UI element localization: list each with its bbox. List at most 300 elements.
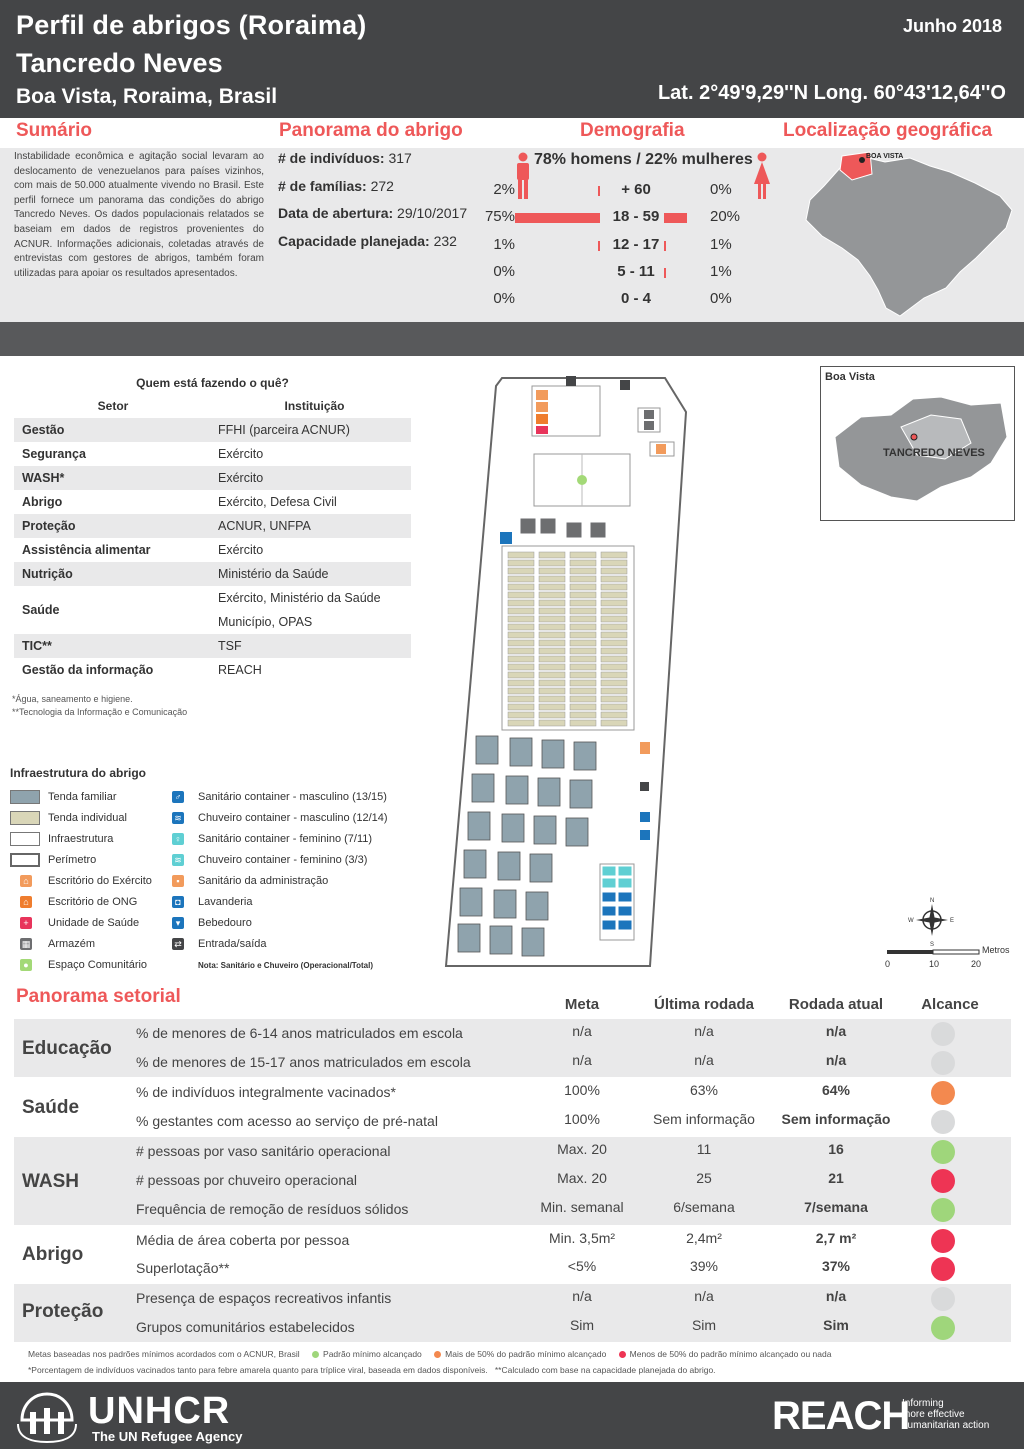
individual-tent [508, 664, 534, 670]
legend-item [172, 872, 388, 893]
individual-tent [508, 560, 534, 566]
sector-cell: Gestão da informação [22, 663, 154, 677]
individual-tent [601, 712, 627, 718]
who-table [14, 372, 411, 682]
individual-tent [570, 584, 596, 590]
unhcr-logo-icon [14, 1388, 80, 1444]
demo-row [470, 263, 770, 285]
individual-tent [539, 696, 565, 702]
status-dot [931, 1229, 955, 1253]
indicator-row [14, 1195, 1011, 1224]
individual-tent [570, 576, 596, 582]
current-round: n/a [825, 1023, 847, 1039]
individual-tent [570, 632, 596, 638]
infrastructure-swatch [10, 832, 40, 846]
age-group: 0 - 4 [620, 290, 651, 307]
current-round: Sim [823, 1317, 849, 1333]
demo-row [470, 181, 770, 203]
indicator-row [14, 1048, 1011, 1077]
individual-tent [539, 552, 565, 558]
opening-label: Data de abertura: [278, 205, 394, 221]
capacity-line [278, 233, 467, 261]
individual-tent [539, 720, 565, 726]
water-fountain-icon: ▾ [172, 917, 184, 929]
sector-shelter [14, 1226, 1011, 1284]
unhcr-wordmark: UNHCR [88, 1390, 231, 1432]
individual-tent [508, 720, 534, 726]
individual-tent [570, 568, 596, 574]
inset-shelter-label: TANCREDO NEVES [883, 447, 985, 459]
individual-tent [508, 624, 534, 630]
last-round: 25 [696, 1170, 712, 1186]
legend-label: Perímetro [48, 854, 97, 866]
sector-name: Educação [22, 1038, 112, 1059]
individual-tent [570, 680, 596, 686]
individual-tent [570, 672, 596, 678]
individual-tent [508, 672, 534, 678]
site-plan [440, 372, 710, 972]
individual-tent [539, 584, 565, 590]
warehouse-icon: ▦ [21, 939, 31, 949]
inset-city-label: Boa Vista [825, 371, 875, 383]
status-dot [931, 1081, 955, 1105]
sector-cell: WASH* [22, 471, 65, 485]
individual-tent [539, 608, 565, 614]
legend-orange: Mais de 50% do padrão mínimo alcançado [445, 1349, 607, 1359]
individual-tent [539, 568, 565, 574]
targets-note: Metas baseadas nos padrões mínimos acordados com o ACNUR, Brasil [28, 1349, 300, 1359]
scale-tick: 0 [885, 959, 891, 969]
indicator-row [14, 1137, 1011, 1166]
table-row [14, 490, 411, 514]
sector-cell: Saúde [22, 603, 60, 617]
capacity-label: Capacidade planejada: [278, 232, 430, 249]
individual-tent [508, 576, 534, 582]
individual-tent [601, 576, 627, 582]
current-round: 2,7 m² [815, 1230, 857, 1246]
legend-note: Nota: Sanitário e Chuveiro (Operacional/Total) [198, 961, 373, 970]
ngo-office-icon: ⌂ [20, 896, 32, 908]
demo-row [470, 290, 770, 312]
legend-label: Unidade de Saúde [48, 917, 140, 929]
tagline-line: humanitarian action [902, 1420, 990, 1431]
legend-label: Chuveiro container - masculino (12/14) [198, 812, 388, 824]
individual-tent [601, 624, 627, 630]
individual-tent [539, 680, 565, 686]
legend-label: Chuveiro container - feminino (3/3) [198, 854, 368, 866]
status-dot [931, 1287, 955, 1311]
sector-cell: TIC** [22, 639, 52, 653]
sector-cell: Proteção [22, 519, 76, 533]
who-caption: Quem está fazendo o quê? [136, 376, 289, 390]
female-toilet-icon: ♀ [172, 833, 184, 845]
male-percent: 0% [493, 263, 515, 280]
reach-tagline [902, 1398, 989, 1431]
community-space-icon: ● [20, 959, 32, 971]
orange-dot [434, 1351, 441, 1358]
legend-item [10, 851, 152, 872]
target: 100% [564, 1082, 600, 1098]
individual-tent [570, 656, 596, 662]
table-row [14, 418, 411, 442]
target: n/a [572, 1023, 592, 1039]
col-current-round: Rodada atual [788, 996, 884, 1013]
individual-tent [570, 688, 596, 694]
compass-east: E [950, 918, 955, 924]
last-round: 6/semana [673, 1199, 735, 1215]
individual-tent [570, 696, 596, 702]
individual-tent [508, 640, 534, 646]
status-dot [931, 1022, 955, 1046]
individual-tent [508, 568, 534, 574]
institution-cell: FFHI (parceira ACNUR) [218, 423, 350, 437]
individual-tent [508, 656, 534, 662]
age-group: 18 - 59 [612, 208, 660, 225]
divider-band [0, 322, 1024, 356]
sector-health [14, 1078, 1011, 1136]
tagline-line: Informing [902, 1398, 944, 1409]
individual-tent [570, 640, 596, 646]
indicator-row [14, 1078, 1011, 1107]
individual-tent [601, 632, 627, 638]
legend-green: Padrão mínimo alcançado [323, 1349, 422, 1359]
last-round: Sim [691, 1317, 717, 1333]
individual-tent [508, 592, 534, 598]
coordinates: Lat. 2°49'9,29''N Long. 60°43'12,64''O [657, 82, 1006, 104]
indicator: # pessoas por vaso sanitário operacional [136, 1143, 391, 1159]
individual-tent [508, 648, 534, 654]
sector-cell: Abrigo [22, 495, 63, 509]
tagline-line: more effective [902, 1409, 965, 1420]
individual-tent [601, 688, 627, 694]
individual-tent [570, 648, 596, 654]
institution-cell: TSF [218, 639, 242, 653]
individual-tent [508, 632, 534, 638]
unhcr-tagline: The UN Refugee Agency [92, 1429, 243, 1444]
table-row [14, 562, 411, 586]
who-header [14, 394, 411, 418]
individual-tent [601, 704, 627, 710]
families-value: 272 [370, 177, 394, 194]
location-text: Boa Vista, Roraima, Brasil [16, 85, 278, 108]
legend-red: Menos de 50% do padrão mínimo alcançado ou nada [629, 1349, 832, 1359]
individual-tent [601, 552, 627, 558]
individual-tent [539, 616, 565, 622]
male-bar [598, 186, 600, 196]
female-percent: 0% [710, 290, 732, 307]
legend-label: Escritório do Exército [48, 875, 152, 887]
individual-tent [508, 600, 534, 606]
scale-graphic [885, 947, 981, 957]
individual-tent [539, 560, 565, 566]
sector-name: Saúde [22, 1097, 80, 1118]
institution-cell: ACNUR, UNFPA [218, 519, 311, 533]
indicator-row [14, 1166, 1011, 1195]
institution-line: Exército, Ministério da Saúde [218, 591, 381, 605]
legend-item [10, 893, 152, 914]
individual-tent [601, 616, 627, 622]
individual-tent [539, 640, 565, 646]
individual-tent [539, 712, 565, 718]
indicator: Presença de espaços recreativos infantis [136, 1290, 392, 1306]
individual-tent [570, 712, 596, 718]
individual-tent [601, 656, 627, 662]
indicator-row [14, 1254, 1011, 1283]
sector-cell: Assistência alimentar [22, 543, 151, 557]
individual-tent [570, 720, 596, 726]
footnote-tic: **Tecnologia da Informação e Comunicação [12, 707, 188, 717]
indicator-row [14, 1019, 1011, 1048]
legend-item [10, 914, 152, 935]
legend-label: Espaço Comunitário [48, 959, 148, 971]
legend-label: Sanitário container - feminino (7/11) [198, 833, 373, 845]
panorama-title: Panorama do abrigo [279, 120, 463, 141]
individual-tent [539, 664, 565, 670]
indicator-row [14, 1284, 1011, 1313]
legend-item [10, 935, 152, 956]
male-percent: 75% [484, 208, 515, 225]
individual-tent [539, 704, 565, 710]
legend-label: Escritório de ONG [48, 896, 138, 908]
status-dot [931, 1198, 955, 1222]
table-footnotes [12, 693, 187, 719]
legend-item [172, 788, 388, 809]
female-percent: 1% [710, 236, 732, 253]
institution-cell [212, 586, 411, 634]
table-row [14, 466, 411, 490]
boa-vista-label: BOA VISTA [866, 153, 904, 160]
last-round: n/a [694, 1052, 714, 1068]
brazil-map [800, 148, 1020, 320]
status-dot [931, 1169, 955, 1193]
individual-tent [601, 680, 627, 686]
individual-tent [570, 616, 596, 622]
institution-cell: Exército [218, 471, 264, 485]
footer [0, 1382, 1024, 1449]
indicator: Superlotação** [136, 1260, 230, 1276]
individual-tent [601, 664, 627, 670]
col-reach: Alcance [921, 996, 979, 1013]
target: Max. 20 [557, 1170, 607, 1186]
individual-tent [601, 584, 627, 590]
age-group: 5 - 11 [617, 263, 655, 280]
individual-tent [508, 696, 534, 702]
scale-unit: Metros [982, 945, 1010, 955]
individual-tent [508, 552, 534, 558]
status-dot [931, 1110, 955, 1134]
sector-education [14, 1019, 1011, 1077]
sector-name: Proteção [22, 1301, 104, 1322]
last-round: n/a [694, 1288, 714, 1304]
indicator-row [14, 1313, 1011, 1342]
current-round: 64% [821, 1082, 851, 1098]
report-date: Junho 2018 [902, 16, 1002, 36]
table-row [14, 658, 411, 682]
sector-cell: Segurança [22, 447, 86, 461]
institution-cell: Exército, Defesa Civil [218, 495, 337, 509]
sector-cell: Gestão [22, 423, 65, 437]
sector-wash [14, 1137, 1011, 1225]
individual-tent [601, 648, 627, 654]
male-bar [515, 213, 600, 223]
sector-name: WASH [22, 1171, 79, 1192]
individual-tent [539, 600, 565, 606]
legend-label: Sanitário container - masculino (13/15) [198, 791, 387, 803]
legend-label: Tenda familiar [48, 791, 117, 803]
demo-row [470, 236, 770, 258]
red-dot [619, 1351, 626, 1358]
target: n/a [572, 1288, 592, 1304]
last-round: n/a [694, 1023, 714, 1039]
female-bar [664, 268, 666, 278]
header [0, 0, 1024, 118]
target: Sim [569, 1317, 595, 1333]
individuals-line [278, 150, 467, 178]
table-row [14, 514, 411, 538]
legend-label: Infraestrutura [48, 833, 114, 845]
female-shower-icon: ≋ [172, 854, 184, 866]
individual-tent [601, 560, 627, 566]
legend-label: Sanitário da administração [198, 875, 329, 887]
male-shower-icon: ≋ [172, 812, 184, 824]
legend-label: Tenda individual [48, 812, 127, 824]
boa-vista-map [821, 367, 1013, 519]
target: Min. 3,5m² [548, 1230, 616, 1246]
individual-tent-swatch [10, 811, 40, 825]
female-bar [664, 241, 666, 251]
last-round: 11 [696, 1141, 712, 1157]
indicator: Grupos comunitários estabelecidos [136, 1319, 355, 1335]
title-line2: Tancredo Neves [16, 48, 223, 78]
sector-protection [14, 1284, 1011, 1342]
female-bar [664, 213, 687, 223]
individual-tent [539, 624, 565, 630]
legend-item [172, 935, 388, 956]
scale-tick: 10 [929, 959, 940, 969]
individual-tent [601, 672, 627, 678]
individuals-label: # de indivíduos: [278, 150, 385, 166]
individual-tent [570, 608, 596, 614]
institution-cell: REACH [218, 663, 262, 677]
panorama-list [278, 150, 467, 260]
individual-tent [508, 584, 534, 590]
individual-tent [508, 608, 534, 614]
individual-tent [570, 560, 596, 566]
male-toilet-icon: ♂ [172, 791, 184, 803]
table-row [14, 442, 411, 466]
individual-tent [539, 648, 565, 654]
age-group: 12 - 17 [612, 236, 660, 253]
individual-tent [601, 608, 627, 614]
sector-cell: Nutrição [22, 567, 73, 581]
institution-line: Município, OPAS [218, 615, 313, 629]
legend-item [10, 809, 152, 830]
capacity-value: 232 [433, 232, 457, 249]
legend-label: Entrada/saída [198, 938, 267, 950]
col-last-round: Última rodada [653, 996, 755, 1013]
table-row [14, 538, 411, 562]
legend-label: Armazém [48, 938, 96, 950]
individual-tent [570, 624, 596, 630]
legend-item [10, 788, 152, 809]
compass-north: N [930, 898, 935, 904]
army-office-icon: ⌂ [20, 875, 32, 887]
individual-tent [539, 632, 565, 638]
status-dot [931, 1316, 955, 1340]
individual-tent [539, 688, 565, 694]
current-round: 7/semana [804, 1199, 868, 1215]
legend-item [172, 830, 388, 851]
female-percent: 1% [710, 263, 732, 280]
status-dot [931, 1257, 955, 1281]
individual-tent [508, 704, 534, 710]
table-row [14, 586, 411, 634]
legend-item [172, 893, 388, 914]
female-percent: 0% [710, 181, 732, 198]
summary-text: Instabilidade econômica e agitação social levaram ao deslocamento de venezuelanos para países vizinhos, com mais de 50.000 atualmente vivendo no Brasil. Este perfil fornece um panorama das condições do abrigo Tancredo Neves. Os dados populacionais relatados se baseiam em dados de registros provenientes do ACNUR. Informações adicionais, coletadas através de entrevistas com gestores de abrigos, também foram utilizadas para apoiar os resultados apresentados. [14, 151, 264, 279]
indicator: % de menores de 6-14 anos matriculados em escola [136, 1025, 463, 1041]
female-percent: 20% [710, 208, 741, 225]
sectoral-notes [28, 1346, 1008, 1378]
male-percent: 2% [493, 181, 515, 198]
summary-title: Sumário [16, 120, 93, 141]
individual-tent [539, 672, 565, 678]
target: <5% [567, 1258, 597, 1274]
individual-tent [570, 552, 596, 558]
who-body [14, 418, 411, 682]
status-dot [931, 1051, 955, 1075]
male-bar [598, 241, 600, 251]
current-round: 37% [821, 1258, 851, 1274]
indicator-row [14, 1226, 1011, 1255]
current-round: 21 [828, 1170, 844, 1186]
table-row [14, 634, 411, 658]
entrance-exit-icon: ⇄ [172, 938, 184, 950]
current-round: 16 [828, 1141, 844, 1157]
col-sector: Setor [97, 399, 129, 413]
individual-tent [570, 664, 596, 670]
families-label: # de famílias: [278, 177, 367, 194]
individual-tent [601, 640, 627, 646]
individual-tent [539, 592, 565, 598]
individual-tent [601, 720, 627, 726]
indicator-row [14, 1107, 1011, 1136]
notes-line [28, 1362, 1008, 1378]
col-institution: Instituição [284, 399, 345, 413]
footnote-wash: *Água, saneamento e higiene. [12, 694, 133, 704]
last-round: Sem informação [653, 1111, 755, 1127]
last-round: 63% [689, 1082, 719, 1098]
target: n/a [572, 1052, 592, 1068]
male-percent: 1% [493, 236, 515, 253]
indicator: % de indivíduos integralmente vacinados* [136, 1084, 396, 1100]
laundry-icon: ◘ [172, 896, 184, 908]
demography-title: Demografia [580, 120, 685, 141]
individual-tent [539, 576, 565, 582]
compass-west: W [908, 918, 914, 924]
legend-item [10, 872, 152, 893]
scale-tick: 20 [971, 959, 982, 969]
individual-tent [508, 680, 534, 686]
individual-tent [601, 592, 627, 598]
individual-tent [570, 600, 596, 606]
compass-south: S [930, 942, 935, 948]
families-line [278, 178, 467, 206]
target: Max. 20 [557, 1141, 607, 1157]
legend-item [172, 809, 388, 830]
demo-row [470, 208, 770, 230]
health-unit-icon: + [20, 917, 32, 929]
